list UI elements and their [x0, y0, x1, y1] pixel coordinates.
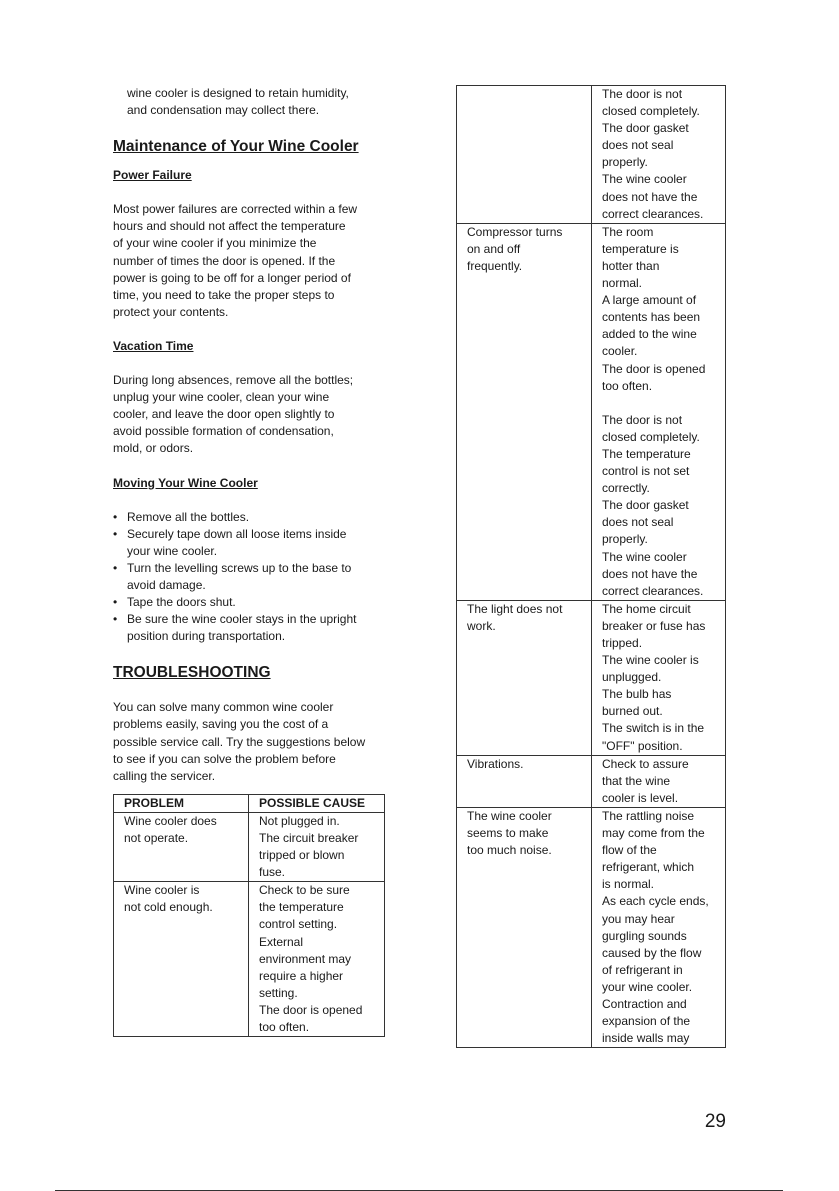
text-line: contents has been: [602, 310, 701, 325]
text-line: Wine cooler does: [124, 813, 217, 828]
text-line: The room: [602, 224, 654, 239]
text-line: • Turn the levelling screws up to the base to: [127, 560, 352, 575]
problem-cell: [457, 86, 592, 224]
cause-cell: [592, 807, 726, 1047]
text-line: burned out.: [602, 704, 663, 719]
text-line: flow of the: [602, 843, 657, 858]
text-line: • Securely tape down all loose items inside: [127, 526, 347, 541]
text-line: unplugged.: [602, 670, 662, 685]
text-line: The door is not: [602, 87, 683, 101]
text-line: added to the wine: [602, 327, 697, 342]
text-line: The temperature: [602, 446, 691, 461]
text-line: Check to be sure: [259, 883, 350, 898]
text-line: The rattling noise: [602, 808, 695, 823]
text-line: Wine cooler is: [124, 883, 200, 898]
text-line: to see if you can solve the problem before: [113, 751, 336, 766]
text-line: too much noise.: [467, 843, 552, 858]
text-line: "OFF" position.: [602, 738, 683, 753]
text-line: The circuit breaker: [259, 831, 359, 845]
text-line: The wine cooler: [602, 549, 687, 564]
table-row: [457, 223, 726, 600]
text-line: tripped.: [602, 636, 643, 650]
text-line: the temperature: [259, 900, 344, 915]
text-line: setting.: [259, 985, 298, 1000]
text-line: of refrigerant in: [602, 962, 683, 977]
text-line: control is not set: [602, 464, 690, 479]
text-line: properly.: [602, 155, 648, 170]
text-line: may come from the: [602, 826, 705, 841]
text-line: closed completely.: [602, 104, 700, 119]
text-line: calling the servicer.: [113, 768, 216, 783]
text-line: possible service call. Try the suggestions below: [113, 734, 366, 749]
moving-heading: Moving Your Wine Cooler: [113, 475, 258, 490]
text-line: unplug your wine cooler, clean your wine: [113, 390, 330, 405]
text-line: • Tape the doors shut.: [127, 595, 236, 610]
text-line: caused by the flow: [602, 945, 702, 960]
problem-cell: [457, 755, 592, 807]
troubleshooting-table-left: [113, 794, 385, 1037]
cause-cell: [592, 600, 726, 755]
table-row: [457, 755, 726, 807]
text-line: work.: [467, 618, 496, 633]
text-line: The switch is in the: [602, 721, 705, 736]
left-column: [113, 85, 385, 1037]
text-line: inside walls may: [602, 1031, 690, 1046]
text-line: position during transportation.: [127, 629, 286, 644]
text-line: The wine cooler is: [602, 653, 699, 668]
maintenance-heading: Maintenance of Your Wine Cooler: [113, 138, 359, 156]
right-table-body: [457, 86, 726, 1048]
text-line: not cold enough.: [124, 900, 213, 915]
text-line: your wine cooler.: [602, 979, 693, 994]
text-line: power is going to be off for a longer period of: [113, 270, 351, 285]
vacation-paragraph: [113, 372, 385, 457]
problem-cell: [457, 600, 592, 755]
text-line: not operate.: [124, 831, 189, 845]
text-line: environment may: [259, 951, 352, 966]
text-line: cooler is level.: [602, 790, 679, 805]
text-line: gurgling sounds: [602, 928, 687, 943]
list-item: [113, 509, 385, 526]
text-line: [602, 395, 719, 412]
list-item: [113, 594, 385, 611]
text-line: • Remove all the bottles.: [127, 509, 250, 524]
text-line: cooler, and leave the door open slightly to: [113, 407, 335, 422]
text-line: does not seal: [602, 138, 674, 153]
text-line: does not seal: [602, 515, 674, 530]
text-line: and condensation may collect there.: [127, 103, 320, 118]
text-line: The home circuit: [602, 601, 691, 616]
text-line: your wine cooler.: [127, 543, 218, 558]
cause-cell: [592, 755, 726, 807]
text-line: too often.: [602, 378, 653, 393]
header-problem: PROBLEM: [114, 794, 249, 812]
text-line: normal.: [602, 276, 643, 291]
left-table-body: [114, 812, 385, 1036]
text-line: The door is opened: [259, 1002, 363, 1017]
problem-cell: [457, 223, 592, 600]
text-line: External: [259, 934, 304, 949]
text-line: does not have the: [602, 189, 698, 204]
text-line: on and off: [467, 241, 521, 256]
page-number: 29: [704, 1111, 726, 1132]
cause-cell: [249, 812, 385, 881]
text-line: A large amount of: [602, 293, 697, 308]
text-line: protect your contents.: [113, 304, 229, 319]
power-failure-heading: Power Failure: [113, 168, 192, 183]
text-line: Not plugged in.: [259, 813, 340, 828]
text-line: avoid possible formation of condensation,: [113, 424, 334, 439]
text-line: • Be sure the wine cooler stays in the upright: [127, 612, 357, 627]
text-line: number of times the door is opened. If the: [113, 253, 336, 268]
text-line: avoid damage.: [127, 577, 206, 592]
troubleshooting-paragraph: [113, 699, 385, 784]
text-line: The wine cooler: [467, 808, 552, 823]
text-line: problems easily, saving you the cost of a: [113, 717, 329, 732]
text-line: seems to make: [467, 826, 549, 841]
vacation-heading: Vacation Time: [113, 338, 194, 353]
text-line: Most power failures are corrected within a few: [113, 202, 358, 217]
text-line: correctly.: [602, 481, 650, 496]
text-line: breaker or fuse has: [602, 618, 706, 633]
list-item: [113, 526, 385, 560]
text-line: The light does not: [467, 601, 563, 616]
text-line: correct clearances.: [602, 206, 704, 221]
text-line: that the wine: [602, 773, 671, 788]
cause-cell: [249, 882, 385, 1037]
moving-list: [113, 509, 385, 646]
problem-cell: [457, 807, 592, 1047]
text-line: temperature is: [602, 241, 679, 256]
text-line: The door is opened: [602, 361, 706, 376]
text-line: of your wine cooler if you minimize the: [113, 236, 317, 251]
text-line: Contraction and: [602, 996, 687, 1011]
table-header-row: [114, 794, 385, 812]
text-line: mold, or odors.: [113, 441, 194, 456]
text-line: require a higher: [259, 968, 344, 983]
text-line: During long absences, remove all the bottles;: [113, 373, 354, 388]
text-line: tripped or blown: [259, 848, 345, 863]
text-line: Vibrations.: [467, 756, 524, 771]
list-item: [113, 611, 385, 645]
text-line: The door is not: [602, 412, 683, 427]
header-cause: POSSIBLE CAUSE: [249, 794, 385, 812]
text-line: control setting.: [259, 917, 338, 932]
text-line: hours and should not affect the temperature: [113, 219, 346, 234]
text-line: As each cycle ends,: [602, 894, 709, 909]
cause-cell: [592, 223, 726, 600]
table-row: [457, 86, 726, 224]
text-line: refrigerant, which: [602, 860, 695, 875]
text-line: The bulb has: [602, 687, 672, 702]
problem-cell: [114, 882, 249, 1037]
text-line: frequently.: [467, 258, 523, 273]
text-line: The door gasket: [602, 121, 689, 136]
text-line: time, you need to take the proper steps to: [113, 287, 335, 302]
text-line: Compressor turns: [467, 224, 563, 239]
text-line: Check to assure: [602, 756, 689, 771]
table-row: [114, 812, 385, 881]
power-failure-paragraph: [113, 201, 385, 321]
table-row: [457, 807, 726, 1047]
intro-text: [113, 85, 385, 119]
text-line: properly.: [602, 532, 648, 547]
text-line: you may hear: [602, 911, 675, 926]
problem-cell: [114, 812, 249, 881]
table-row: [114, 882, 385, 1037]
text-line: wine cooler is designed to retain humidity,: [127, 86, 349, 100]
text-line: closed completely.: [602, 429, 700, 444]
text-line: correct clearances.: [602, 583, 704, 598]
table-row: [457, 600, 726, 755]
right-column: [456, 85, 726, 1048]
text-line: expansion of the: [602, 1014, 691, 1029]
text-line: cooler.: [602, 344, 638, 359]
text-line: does not have the: [602, 566, 698, 581]
cause-cell: [592, 86, 726, 224]
text-line: The door gasket: [602, 498, 689, 513]
text-line: hotter than: [602, 258, 660, 273]
troubleshooting-heading: TROUBLESHOOTING: [113, 664, 271, 682]
text-line: You can solve many common wine cooler: [113, 700, 334, 715]
text-line: too often.: [259, 1020, 310, 1035]
list-item: [113, 560, 385, 594]
text-line: The wine cooler: [602, 172, 687, 187]
text-line: is normal.: [602, 877, 655, 892]
troubleshooting-table-right: [456, 85, 726, 1048]
text-line: fuse.: [259, 865, 286, 880]
